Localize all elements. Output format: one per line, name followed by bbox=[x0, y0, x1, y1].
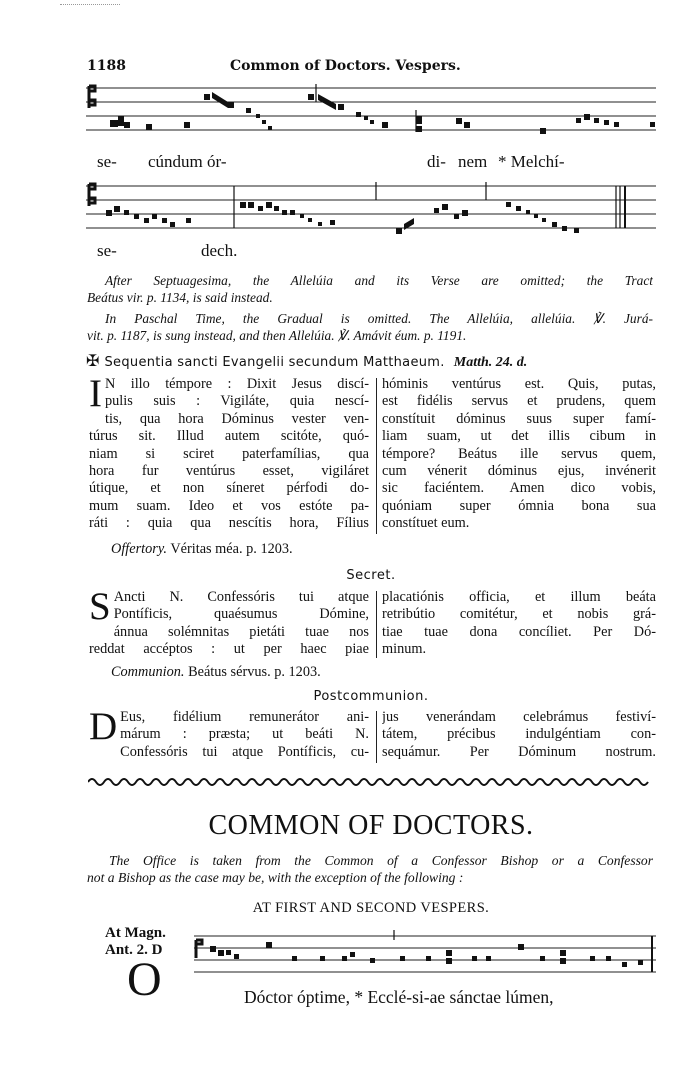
chant1-syl-1: se- bbox=[97, 152, 117, 171]
running-title: Common of Doctors. Vespers. bbox=[230, 58, 461, 74]
gospel-left-column: I N illo témpore : Dixit Jesus discí- pulis suis : Vigiláte, quia nescí- tis, qua hora Dóminus vester ven- túrus sit. Illud autem scitóte, quó- niam si sciret paterfamílias, qua hora fur ventúrus esset, vigiláret útique, et non síneret pérfodi do- mum suam. Ideo et vos estóte pa- ráti : quia qua nescítis hora, Fílius bbox=[89, 372, 369, 532]
chant2-syl-2: dech. bbox=[201, 241, 238, 260]
secret-title: Secret. bbox=[346, 568, 396, 583]
antiphon-text: Dóctor óptime, * Ecclé-si-ae sánctae lúmen, bbox=[244, 987, 554, 1007]
chant-staff-2 bbox=[86, 180, 660, 240]
secret-right-column: placatiónis officia, et illum beáta retribútio comitétur, et nobis grá- tiae tuae dona concíliet. Per Dó- minum. bbox=[382, 589, 656, 658]
gospel-reference: Matth. 24. d. bbox=[453, 355, 528, 370]
scan-mark bbox=[60, 4, 120, 6]
gospel-right-column: hóminis ventúrus est. Quis, putas, est fidélis servus et prudens, quem constítuit dóminus suus super famí- liam suam, ut det illis cibum in témpore? Beátus ille servus quem, cum vénerit dóminus ejus, invénerit sic faciéntem. Amen dico vobis, quóniam super ómnia bona sua constítuet eum. bbox=[382, 376, 656, 532]
secret-dropcap: S bbox=[89, 585, 111, 628]
chant2-syl-1: se- bbox=[97, 241, 117, 260]
postcommunion-title: Postcommunion. bbox=[313, 689, 429, 704]
chant1-syl-5: * Melchí- bbox=[498, 152, 565, 171]
antiphon-label-1: At Magn. bbox=[105, 925, 166, 941]
antiphon-initial: O bbox=[127, 953, 162, 1006]
column-divider bbox=[376, 591, 377, 658]
chant1-syl-2: cúndum ór- bbox=[148, 152, 227, 171]
postcommunion-dropcap: D bbox=[89, 705, 118, 748]
postcommunion-right-column: jus venerándam celebrámus festiví- tátem, précibus indulgéntiam con- sequámur. Per Dóminum nostrum. bbox=[382, 709, 656, 760]
rubric-septuagesima: After Septuagesima, the Allelúia and its Verse are omitted; the Tract Beátus vir. p. 1134, is said instead. bbox=[87, 273, 653, 306]
gospel-heading bbox=[86, 351, 656, 371]
chant1-syl-4: nem bbox=[458, 152, 488, 171]
column-divider bbox=[376, 711, 377, 763]
postcommunion-left-column: D Eus, fidélium remunerátor ani- márum : præsta; ut beáti N. Confessóris tui atque Pontíficis, cu- bbox=[89, 705, 369, 760]
column-divider bbox=[376, 378, 377, 534]
gospel-dropcap: I bbox=[89, 372, 102, 415]
chant1-syl-3: di- bbox=[427, 152, 446, 171]
office-rubric: The Office is taken from the Common of a Confessor Bishop or a Confessor not a Bishop as the case may be, with the exception of the following : bbox=[87, 853, 653, 886]
cross-icon: ✠ bbox=[86, 351, 100, 370]
page-number: 1188 bbox=[87, 58, 126, 74]
offertory: Offertory. Véritas méa. p. 1203. bbox=[111, 541, 293, 557]
chant-staff-1 bbox=[86, 82, 660, 148]
vespers-heading: AT FIRST AND SECOND VESPERS. bbox=[252, 900, 490, 916]
antiphon-label-2: Ant. 2. D bbox=[105, 942, 163, 958]
secret-left-column: S Ancti N. Confessóris tui atque Pontíficis, quaésumus Dómine, ánnua solémnitas pietáti tuae nos reddat accéptos : ut per haec piae bbox=[89, 585, 369, 658]
section-title: COMMON OF DOCTORS. bbox=[208, 810, 534, 841]
gospel-title: Sequentia sancti Evangelii secundum Matthaeum. bbox=[104, 355, 445, 370]
communion: Communion. Beátus sérvus. p. 1203. bbox=[111, 664, 321, 680]
chant-staff-3 bbox=[194, 928, 658, 978]
rubric-paschal: In Paschal Time, the Gradual is omitted. The Allelúia, allelúia. ℣. Jurá- vit. p. 1187, is sung instead, and then Allelúia. ℣. Amávit éum. p. 1191. bbox=[87, 311, 653, 344]
ornament-divider bbox=[88, 776, 654, 788]
